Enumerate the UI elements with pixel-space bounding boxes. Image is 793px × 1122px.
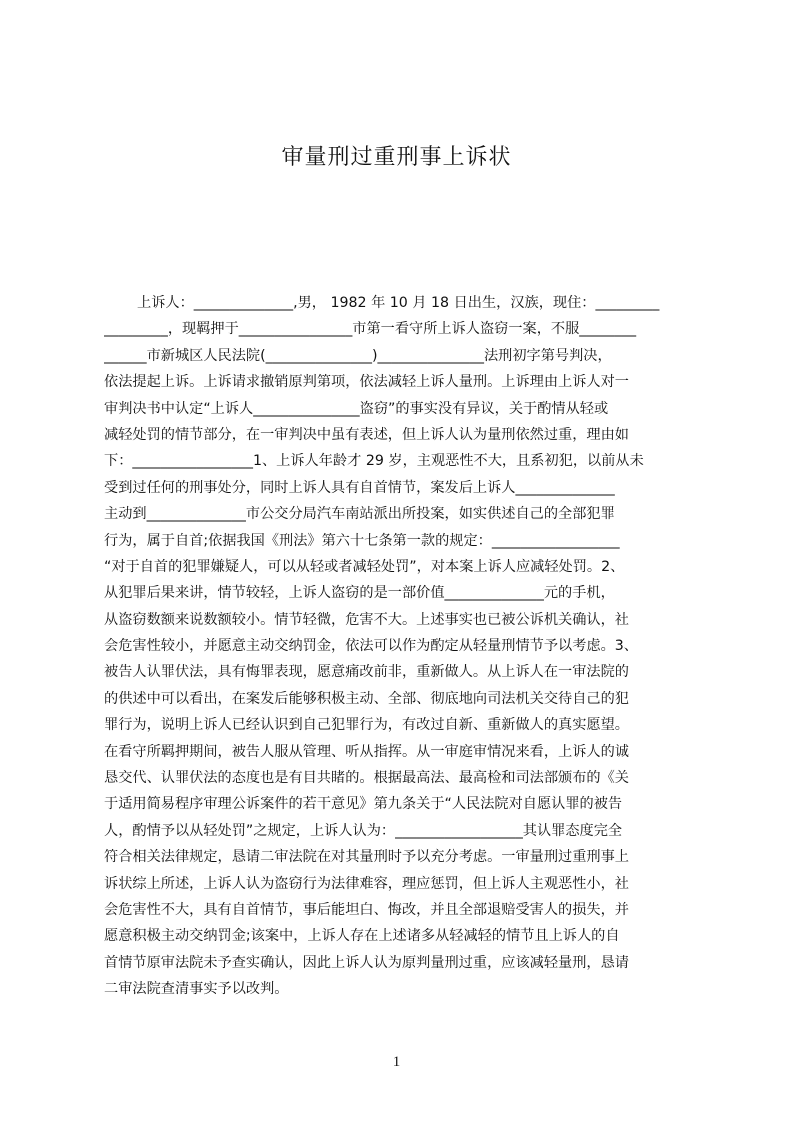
body-line: 罪行为，说明上诉人已经认识到自己犯罪行为，有改过自新、重新做人的真实愿望。 — [104, 717, 629, 734]
body-line: 在看守所羁押期间，被告人服从管理、听从指挥。从一审庭审情况来看，上诉人的诚 — [104, 743, 629, 760]
body-line: 符合相关法律规定，恳请二审法院在对其量刑时予以充分考虑。一审量刑过重刑事上 — [104, 849, 629, 866]
body-line: 审判决书中认定“上诉人_______________盗窃”的事实没有异议，关于酌情从轻或 — [104, 400, 609, 417]
body-line: 受到过任何的刑事处分，同时上诉人具有自首情节，案发后上诉人______________ — [104, 479, 615, 496]
body-line: 下：_________________1、上诉人年龄才 29 岁，主观恶性不大，且系初犯，以前从未 — [104, 453, 644, 470]
document-title: 审量刑过重刑事上诉状 — [281, 145, 512, 170]
body-line: 的供述中可以看出，在案发后能够积极主动、全部、彻底地向司法机关交待自己的犯 — [104, 690, 629, 707]
body-line: 于适用简易程序审理公诉案件的若干意见》第九条关于“人民法院对自愿认罪的被告 — [104, 796, 623, 813]
page-number: 1 — [392, 1054, 401, 1070]
body-line: 会危害性不大，具有自首情节，事后能坦白、悔改，并且全部退赔受害人的损失，并 — [104, 901, 629, 918]
body-line: 诉状综上所述，上诉人认为盗窃行为法律难容，理应惩罚，但上诉人主观恶性小，社 — [104, 875, 629, 892]
body-line: 恳交代、认罪伏法的态度也是有目共睹的。根据最高法、最高检和司法部颁布的《关 — [104, 770, 629, 787]
body-line: 会危害性较小，并愿意主动交纳罚金，依法可以作为酌定从轻量刑情节予以考虑。3、 — [104, 638, 638, 655]
body-line: ______市新城区人民法院(_______________)_______________法刑初字第号判决， — [104, 347, 612, 364]
body-line: “对于自首的犯罪嫌疑人，可以从轻或者减轻处罚”，对本案上诉人应减轻处罚。2、 — [104, 558, 625, 575]
document-body — [104, 290, 704, 1003]
body-line: 首情节原审法院未予查实确认，因此上诉人认为原判量刑过重，应该减轻量刑，恳请 — [104, 954, 629, 971]
body-line: 减轻处罚的情节部分，在一审判决中虽有表述，但上诉人认为量刑依然过重，理由如 — [104, 426, 629, 443]
body-line: 上诉人：______________,男， 1982 年 10 月 18 日出生，汉族，现住：_________ — [137, 295, 660, 311]
body-line: 二审法院查清事实予以改判。 — [104, 981, 289, 998]
body-line: 愿意积极主动交纳罚金;该案中，上诉人存在上述诸多从轻减轻的情节且上诉人的自 — [104, 928, 620, 945]
body-line: 被告人认罪伏法，具有悔罪表现，愿意痛改前非，重新做人。从上诉人在一审法院的 — [104, 664, 629, 681]
body-line: _________，现羁押于________________市第一看守所上诉人盗窃一案，不服________ — [104, 321, 637, 338]
body-line: 主动到______________市公交分局汽车南站派出所投案，如实供述自己的全部犯罪 — [104, 506, 615, 523]
body-line: 从犯罪后果来讲，情节较轻，上诉人盗窃的是一部价值______________元的手机， — [104, 585, 615, 602]
body-line: 依法提起上诉。上诉请求撤销原判第项，依法减轻上诉人量刑。上诉理由上诉人对一 — [104, 374, 629, 391]
body-line: 从盗窃数额来说数额较小。情节轻微，危害不大。上述事实也已被公诉机关确认，社 — [104, 611, 629, 628]
body-line: 人，酌情予以从轻处罚”之规定，上诉人认为：__________________其认罪态度完全 — [104, 822, 623, 839]
body-line: 行为，属于自首;依据我国《刑法》第六十七条第一款的规定：__________________ — [104, 532, 620, 549]
